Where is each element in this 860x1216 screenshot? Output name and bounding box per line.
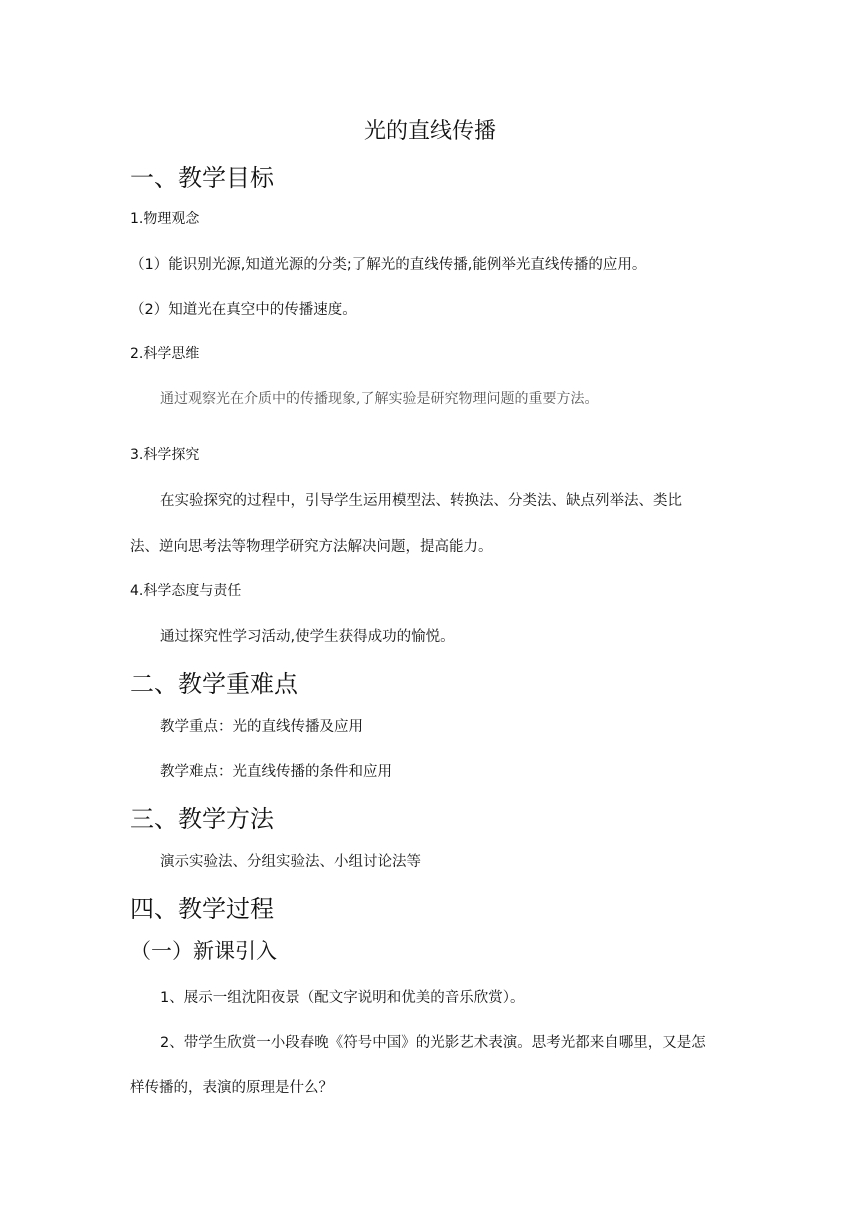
document-title: 光的直线传播 (363, 119, 496, 144)
section-heading-teaching-methods: 三、教学方法 (130, 805, 274, 833)
teaching-key-point: 教学重点：光的直线传播及应用 (160, 719, 363, 735)
subheading-scientific-thinking: 2.科学思维 (130, 346, 200, 362)
subsection-heading-new-lesson-intro: （一）新课引入 (130, 939, 277, 963)
attitude-paragraph: 通过探究性学习活动,使学生获得成功的愉悦。 (160, 629, 455, 645)
scientific-thinking-paragraph: 通过观察光在介质中的传播现象,了解实验是研究物理问题的重要方法。 (160, 391, 599, 407)
subheading-scientific-inquiry: 3.科学探究 (130, 447, 200, 463)
section-heading-teaching-process: 四、教学过程 (130, 895, 274, 923)
process-step-2-line1: 2、带学生欣赏一小段春晚《符号中国》的光影艺术表演。思考光都来自哪里，又是怎 (160, 1035, 706, 1051)
process-step-2-line2: 样传播的，表演的原理是什么？ (130, 1080, 333, 1096)
teaching-methods-text: 演示实验法、分组实验法、小组讨论法等 (160, 854, 421, 870)
scientific-inquiry-paragraph-line1: 在实验探究的过程中，引导学生运用模型法、转换法、分类法、缺点列举法、类比 (160, 493, 682, 509)
section-heading-teaching-goals: 一、教学目标 (130, 164, 274, 192)
goal-item-1: （1）能识别光源,知道光源的分类;了解光的直线传播,能例举光直线传播的应用。 (130, 257, 647, 273)
subheading-attitude-responsibility: 4.科学态度与责任 (130, 583, 242, 599)
scientific-inquiry-paragraph-line2: 法、逆向思考法等物理学研究方法解决问题，提高能力。 (130, 539, 493, 555)
section-heading-key-difficulties: 二、教学重难点 (130, 670, 298, 698)
subheading-physics-concept: 1.物理观念 (130, 211, 200, 227)
process-step-1: 1、展示一组沈阳夜景（配文字说明和优美的音乐欣赏）。 (160, 990, 525, 1006)
goal-item-2: （2）知道光在真空中的传播速度。 (130, 302, 357, 318)
teaching-difficulty: 教学难点：光直线传播的条件和应用 (160, 764, 392, 780)
